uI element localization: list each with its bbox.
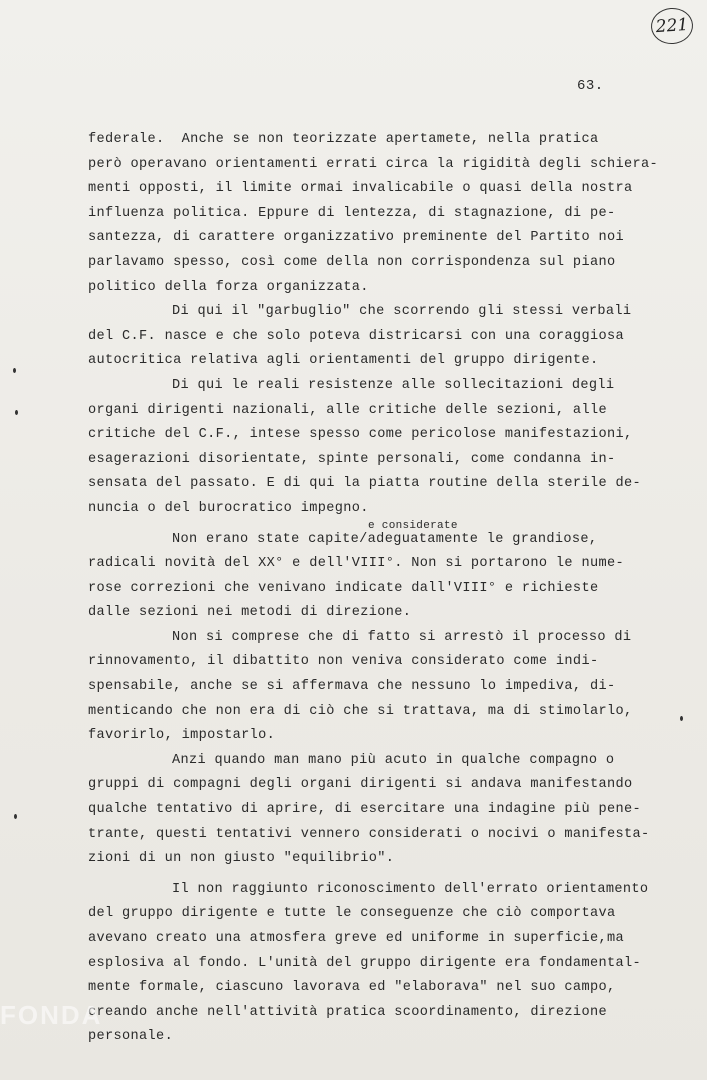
text-line: critiche del C.F., intese spesso come pericolose manifestazioni, xyxy=(88,427,633,443)
text-line: avevano creato una atmosfera greve ed uniforme in superficie,ma xyxy=(88,931,624,946)
archive-watermark: FONDA xyxy=(0,1000,103,1030)
text-line: trante, questi tentativi vennero considerati o nocivi o manifesta- xyxy=(88,826,650,842)
margin-mark xyxy=(15,410,18,415)
text-line: parlavamo spesso, così come della non corrispondenza sul piano xyxy=(88,254,616,270)
margin-mark xyxy=(13,368,16,373)
text-line: sensata del passato. E di qui la piatta routine della sterile de- xyxy=(88,476,641,492)
text-line: personale. xyxy=(88,1029,174,1045)
text-line: menticando che non era di ciò che si trattava, ma di stimolarlo, xyxy=(88,703,633,719)
text-line: rinnovamento, il dibattito non veniva considerato come indi- xyxy=(88,654,599,670)
text-line: però operavano orientamenti errati circa la rigidità degli schiera- xyxy=(88,156,659,172)
text-line: qualche tentativo di aprire, di esercitare una indagine più pene- xyxy=(88,802,641,818)
text-line: mente formale, ciascuno lavorava ed "elaborava" nel suo campo, xyxy=(88,980,616,996)
archive-number: 221 xyxy=(655,14,689,38)
text-line: Non erano state capite/adeguatamente le grandiose, xyxy=(172,531,598,547)
text-line: Anzi quando man mano più acuto in qualche compagno o xyxy=(172,752,615,768)
margin-mark xyxy=(680,716,683,721)
text-line: radicali novità del XX° e dell'VIII°. Non si portarono le nume- xyxy=(88,556,624,572)
text-line: creando anche nell'attività pratica scoordinamento, direzione xyxy=(88,1004,607,1020)
text-line: del C.F. nasce e che solo poteva districarsi con una coraggiosa xyxy=(88,328,624,344)
text-line: Di qui le reali resistenze alle sollecitazioni degli xyxy=(172,377,615,393)
text-line: esagerazioni disorientate, spinte personali, come condanna in- xyxy=(88,451,616,467)
text-line: zioni di un non giusto "equilibrio". xyxy=(88,851,395,867)
text-line: favorirlo, impostarlo. xyxy=(88,728,276,744)
text-line: dalle sezioni nei metodi di direzione. xyxy=(88,605,412,621)
archive-number-stamp xyxy=(650,7,694,46)
text-line: nuncia o del burocratico impegno. xyxy=(88,500,369,516)
margin-mark xyxy=(14,814,17,819)
interlinear-correction: e considerate xyxy=(368,520,458,532)
text-line: Il non raggiunto riconoscimento dell'errato orientamento xyxy=(172,881,649,897)
text-line: gruppi di compagni degli organi dirigenti si andava manifestando xyxy=(88,777,633,793)
text-line: autocritica relativa agli orientamenti del gruppo dirigente. xyxy=(88,353,599,369)
text-line: esplosiva al fondo. L'unità del gruppo dirigente era fondamental- xyxy=(88,955,641,971)
text-line: spensabile, anche se si affermava che nessuno lo impediva, di- xyxy=(88,679,616,695)
text-line: menti opposti, il limite ormai invalicabile o quasi della nostra xyxy=(88,181,633,197)
text-line: rose correzioni che venivano indicate dall'VIII° e richieste xyxy=(88,580,599,596)
text-line: federale. Anche se non teorizzate apertamete, nella pratica xyxy=(88,132,599,147)
text-line: organi dirigenti nazionali, alle critiche delle sezioni, alle xyxy=(88,402,607,418)
text-line: del gruppo dirigente e tutte le conseguenze che ciò comportava xyxy=(88,906,616,922)
text-line: Di qui il "garbuglio" che scorrendo gli stessi verbali xyxy=(172,304,632,320)
text-line: Non si comprese che di fatto si arrestò il processo di xyxy=(172,629,632,645)
text-line: politico della forza organizzata. xyxy=(88,279,369,295)
body-text xyxy=(88,128,658,1050)
page-number: 63. xyxy=(577,78,604,94)
text-line: influenza politica. Eppure di lentezza, di stagnazione, di pe- xyxy=(88,205,616,221)
text-line: santezza, di carattere organizzativo preminente del Partito noi xyxy=(88,230,624,246)
